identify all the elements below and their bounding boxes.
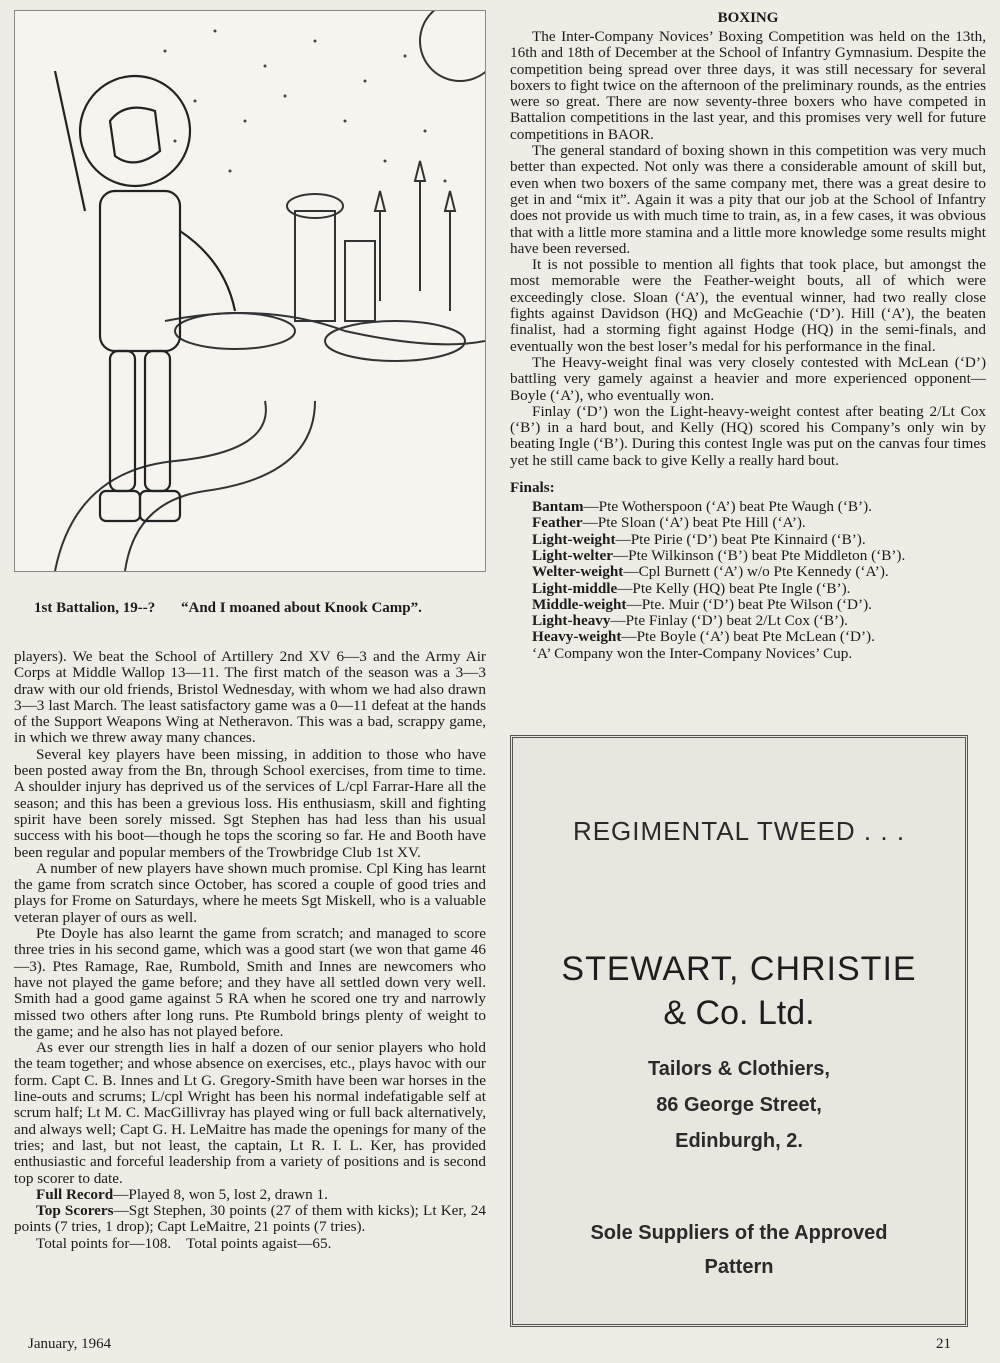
finals-item (510, 499, 986, 515)
top-scorers-label: Top Scorers (36, 1202, 114, 1220)
issue-date: January, 1964 (28, 1336, 112, 1352)
finals-result: —Pte Finlay (‘D’) beat 2/Lt Cox (‘B’). (610, 612, 848, 630)
paragraph: The general standard of boxing shown in this competition was very much better than expected. Not only was there a considerable amount of skill but, even when two boxers of the same company met, there was a great desire to get in and “mix it”. Again it was a pity that our job at the School of Infantry does not provide us with much time to train, as, in a few cases, it was obvious that with a little more stamina and a little more knowledge some results might have been reversed. (510, 142, 986, 257)
ad-supplier-line2: Pattern (704, 1256, 774, 1278)
paragraph: Several key players have been missing, in addition to those who have been posted away from the Bn, through School exercises, from time to time. A shoulder injury has deprived us of the services of L/cpl Farrar-Hare all the season; and this has been a grevious loss. His enthusiasm, skill and fighting spirit have been sorely missed. Sgt Stephen has had less than his usual success with his boot—though he tops the scoring so far. He and Booth have been regular and popular members of the Trowbridge Club 1st XV. (14, 745, 486, 861)
finals-item (510, 629, 986, 645)
caption-right: “And I moaned about Knook Camp”. (181, 600, 422, 616)
paragraph: The Heavy-weight final was very closely contested with McLean (‘D’) battling very gamely against a heavier and more experienced opponent—Boyle (‘A’), who eventually won. (510, 353, 986, 404)
paragraph: The Inter-Company Novices’ Boxing Competition was held on the 13th, 16th and 18th of December at the School of Infantry Gymnasium. Despite the competition being spread over three days, it was still necessary for several boxers to fight twice on the afternoon of the preliminary rounds, as the entries were so great. There are now seventy-three boxers who have competed in Battalion competitions in the last year, and this promises very well for future competitions in BAOR. (510, 28, 986, 143)
astronaut-figure (55, 71, 235, 521)
cup-winner-line: ‘A’ Company won the Inter-Company Novices’ Cup. (532, 644, 853, 662)
left-column (14, 10, 486, 1252)
paragraph: Finlay (‘D’) won the Light-heavy-weight contest after beating 2/Lt Cox (‘B’) in a hard bout, and Kelly (HQ) scored his Company’s only win by beating Ingle (‘B’). During this contest Ingle was put on the canvas four times yet he still came back to give Kelly a really hard bout. (510, 402, 986, 469)
ad-supplier-line1: Sole Suppliers of the Approved (590, 1222, 888, 1244)
paragraph: A number of new players have shown much promise. Cpl King has learnt the game from scratch since October, has scored a couple of good tries and plays for Frome on Saturdays, where he meets Sgt Miskell, who is a valuable veteran player of ours as well. (14, 859, 486, 926)
boxing-heading: BOXING (717, 10, 779, 26)
finals-result: —Pte Boyle (‘A’) beat Pte McLean (‘D’). (621, 628, 875, 646)
finals-weight: Light-middle (532, 579, 618, 597)
finals-result: —Pte Sloan (‘A’) beat Pte Hill (‘A’). (582, 514, 806, 532)
total-points: Total points for—108. Total points agaist—65. (36, 1234, 332, 1252)
caption-left: 1st Battalion, 19--? (34, 600, 156, 616)
ad-city: Edinburgh, 2. (675, 1130, 803, 1152)
finals-weight: Bantam (532, 498, 584, 516)
finals-weight: Middle-weight (532, 595, 627, 613)
finals-weight: Welter-weight (532, 563, 624, 581)
finals-result: —Pte Kelly (HQ) beat Pte Ingle (‘B’). (617, 579, 851, 597)
full-record-label: Full Record (36, 1185, 114, 1203)
finals-weight: Light-weight (532, 530, 616, 548)
finals-result: —Pte. Muir (‘D’) beat Pte Wilson (‘D’). (626, 595, 872, 613)
finals-result: —Pte Wotherspoon (‘A’) beat Pte Waugh (‘B’). (583, 498, 872, 516)
finals-item (510, 515, 986, 531)
finals-result: —Pte Pirie (‘D’) beat Pte Kinnaird (‘B’). (615, 530, 866, 548)
ad-tagline: REGIMENTAL TWEED . . . (572, 816, 906, 846)
finals-item (510, 532, 986, 548)
full-record (14, 1187, 486, 1203)
finals-item (510, 613, 986, 629)
cartoon-drawing (15, 11, 485, 571)
finals-list (510, 499, 986, 646)
top-scorers (14, 1203, 486, 1236)
ad-company-suffix: & Co. Ltd. (663, 994, 815, 1032)
top-scorers-text: —Sgt Stephen, 30 points (27 of them with kicks); Lt Ker, 24 points (7 tries, 1 drop); Capt LeMaitre, 21 points (7 tries). (14, 1202, 486, 1236)
ad-street: 86 George Street, (656, 1094, 822, 1116)
finals-weight: Light-heavy (532, 612, 611, 630)
finals-item (510, 564, 986, 580)
finals-weight: Light-welter (532, 546, 613, 564)
paragraph: It is not possible to mention all fights that took place, but amongst the most memorable were the Feather-weight bouts, all of which were exceedingly close. Sloan (‘A’), the eventual winner, had two really close fights against Davidson (HQ) and McGeachie (‘D’). Hill (‘A’), the beaten finalist, had a storming fight against Hodge (HQ) in the semi-finals, and eventually won the best loser’s medal for his performance in the final. (510, 256, 986, 355)
paragraph: Pte Doyle has also learnt the game from scratch; and managed to score three tries in his second game, which was a good start (we won that game 46—3). Ptes Ramage, Rae, Rumbold, Smith and Innes are newcomers who have not played the game before; and they have all settled down very well. Smith had a good game against 5 RA when he scored one try and narrowly missed two others after long runs. Pte Rumbold brings plenty of weight to the game; and he also has not played before. (14, 925, 486, 1040)
cartoon-caption (14, 600, 486, 617)
finals-item (510, 548, 986, 564)
finals-weight: Feather (532, 514, 583, 532)
finals-item (510, 597, 986, 613)
finals-result: —Pte Wilkinson (‘B’) beat Pte Middleton (‘B’). (612, 546, 906, 564)
rugby-report (14, 649, 486, 1252)
advertisement-box (510, 735, 968, 1327)
paragraph: As ever our strength lies in half a dozen of our senior players who hold the team together; and whose absence on exercises, etc., plays havoc with our form. Capt C. B. Innes and Lt G. Gregory-Smith have been war horses in the line-outs and scrums; L/cpl Wright has been his normal indefatigable self at scrum half; Lt M. C. MacGillivray has played wing or full back alternatively, and always well; Capt G. H. LeMaitre has made the openings for many of the tries; and last, but not least, the captain, Lt R. I. L. Ker, has provided enthusiastic and forceful leadership from a variety of positions and is second top scorer to date. (14, 1039, 486, 1187)
cartoon-illustration (14, 10, 486, 572)
ad-company-name: STEWART, CHRISTIE (561, 950, 917, 988)
ad-trade: Tailors & Clothiers, (648, 1058, 830, 1080)
finals-heading: Finals: (510, 479, 555, 497)
planet-shape (420, 11, 485, 81)
full-record-text: —Played 8, won 5, lost 2, drawn 1. (113, 1185, 328, 1203)
stars-field (164, 30, 447, 183)
finals-result: —Cpl Burnett (‘A’) w/o Pte Kennedy (‘A’). (623, 563, 889, 581)
finals-weight: Heavy-weight (532, 628, 622, 646)
paragraph: players). We beat the School of Artillery 2nd XV 6—3 and the Army Air Corps at Middle Wallop 13—11. The first match of the season was a 3—3 draw with our old friends, Bristol Wednesday, with whom we had also drawn 3—3 last March. The least satisfactory game was a 0—11 defeat at the hands of the Support Weapons Wing at Netheravon. This was a bad, scrappy game, in which we threw away many chances. (14, 648, 486, 747)
right-column (510, 10, 986, 662)
page-number: 21 (936, 1336, 951, 1352)
finals-item (510, 581, 986, 597)
